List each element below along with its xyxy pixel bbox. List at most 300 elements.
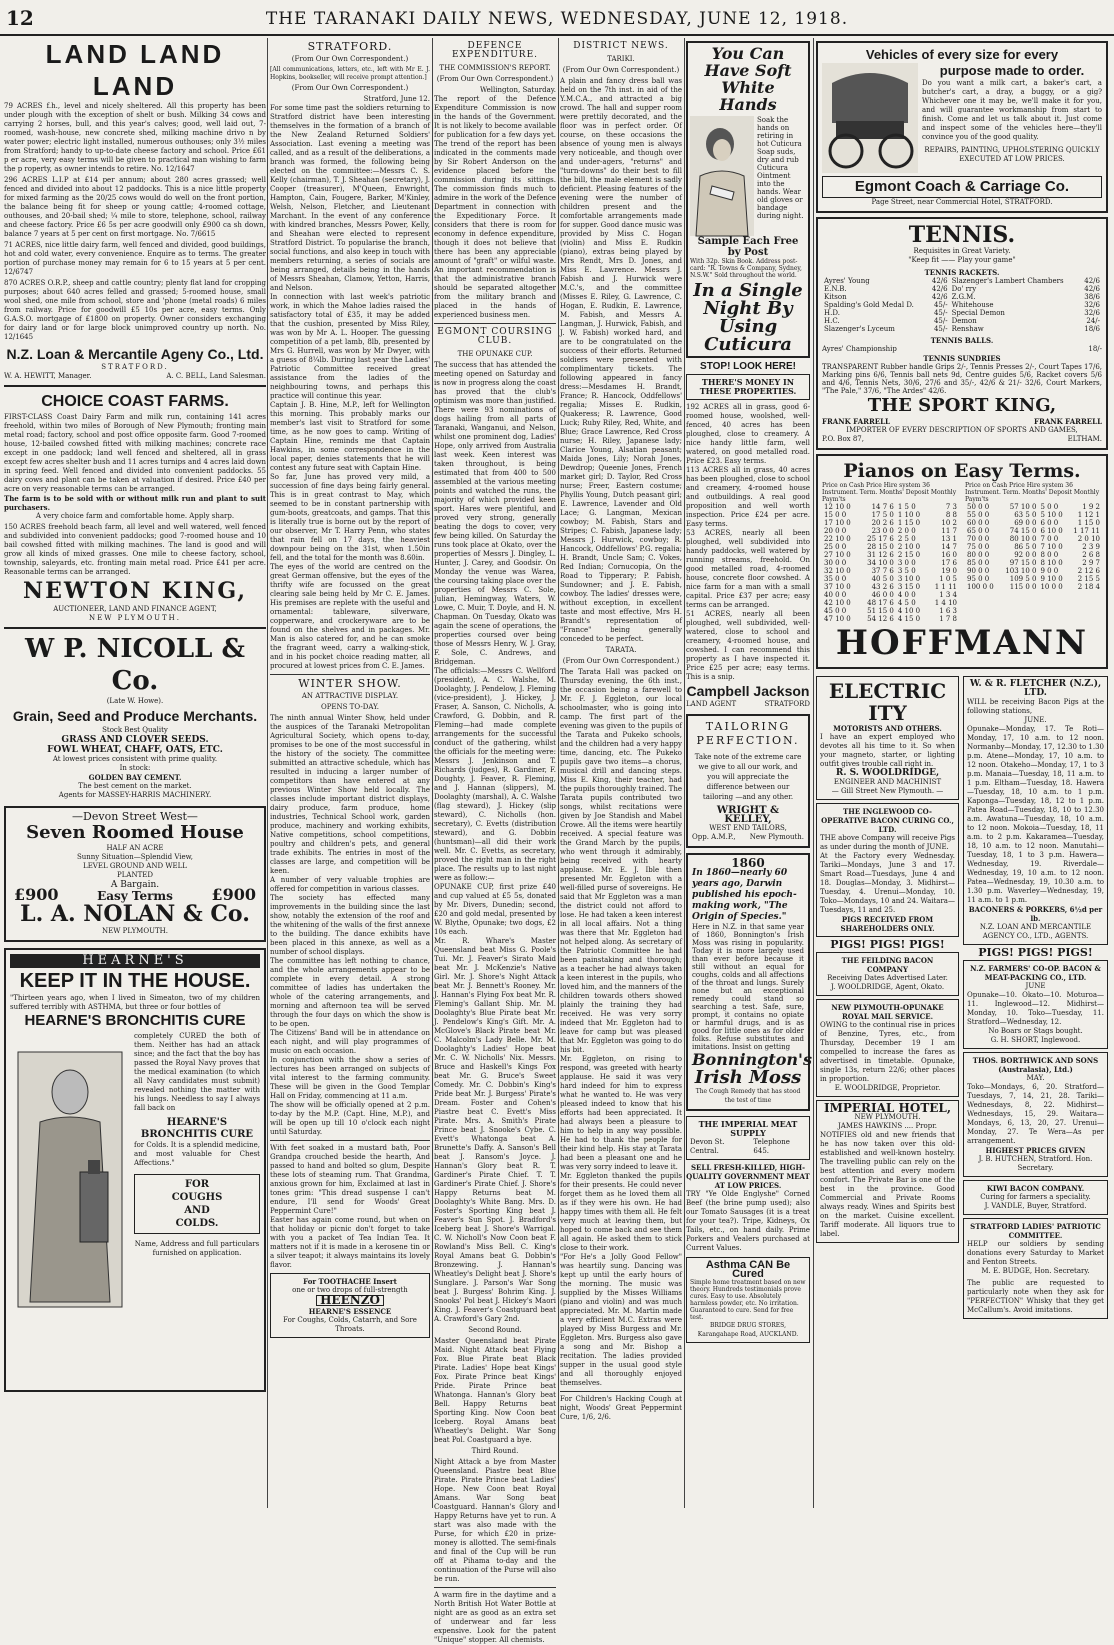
electric-name: R. S. WOOLDRIDGE,: [835, 768, 940, 778]
stratford-p5: The eyes of the world are centred on the great German offensive, but the eyes of the thrifty wife are focussed on the great clearing sale being held by Mr C. E. James. His premises are replete with the useful and ornamental: tableware, silverware, copperware, and crockeryware are to be found on the shelves and in packages. Mr. Man is also catered for, and he can smoke the fragrant weed, carry a walking-stick, and in his pocket choice reading matter, all procured at lowest prices from C. E. James.: [270, 563, 430, 670]
column-6: [816, 38, 1108, 1508]
choice-coast-p4: 150 ACRES freehold beach farm, all level and well watered, well fenced and subdivided into convenient paddocks; good 7-roomed house and 10 bail cowshed fitted with milking machines. The land is good and will grow all kinds of mixed grasses. One mile to cheese factory, school, township, saleyards, etc. fronting main metal road. Price £41 per acre. Reasonable terms can be arranged.: [4, 523, 266, 576]
piano-row-cell: 9 10 0: [1040, 575, 1063, 583]
electric-ad: [816, 676, 959, 800]
piano-row: [822, 591, 959, 599]
hearne-coughs: COUGHS: [171, 1192, 223, 1203]
piano-row-cell: 3 15 0: [897, 583, 921, 591]
coursing-p6: Master Queensland beat Pirate Maid. Night Attack beat Flying Fox. Blue Pirate beat Black Pirate. Ladies' Hope beat Kings' Fox. Pirate Prince beat Kings' Pride. Pirate Prince beat Whatonga. Hannan's Glory beat Bell. Happy Returns beat Sporting King. Now Coon beat Iceberg. Royal Amans beat Wheatley's Delight. War Song beat Pol. Coastguard a bye.: [434, 1337, 556, 1444]
piano-row-cell: 22 10 0: [824, 535, 851, 543]
devon-agent: L. A. NOLAN & Co.: [20, 901, 250, 927]
racket-row-cell: Special Demon: [951, 309, 1005, 317]
piano-row-cell: 32 10 0: [824, 567, 851, 575]
piano-row-cell: 75 0 0: [967, 543, 990, 551]
piano-row-cell: 1 0 5: [939, 575, 957, 583]
meat-address-row: [690, 1138, 806, 1156]
sport-king: THE SPORT KING,: [867, 395, 1057, 416]
piano-row-cell: 10 0 0: [1040, 583, 1063, 591]
devon-line: LEVEL GROUND AND WELL: [83, 862, 187, 870]
piano-row: [965, 551, 1102, 559]
borthwick-highest: HIGHEST PRICES GIVEN: [985, 1146, 1086, 1155]
piano-row-cell: 54 12 6: [867, 615, 894, 623]
racket-row-cell: 45/-: [933, 317, 948, 325]
stratford-p4: So far, June has proved very mild, a succession of fine days being fairly general. This is in great contrast to May, which seemed to be in constant partnership with gum-boots, greatcoats, and gamps. That this is literally true is borne out by the report of our observer, Mr T. Harry Penn, who states that rain fell on 17 days, the heaviest downpour being on the 31st, when 1.50in fell, and the total for the month was 8.60in.: [270, 473, 430, 562]
winter-p13: With feet soaked in a mustard bath, Poor Grandpa crouched beside the hearth, And passed to hand and bolted so glum, Despite these lots of steaming rum. That Grandma, anxious grown for him, Exclaimed at last in tones grim: "This dread suspense I can't endure, I'll send for Woods' Great Peppermint Cure!": [270, 1144, 430, 1215]
cuticura-sample: Sample Each Free by Post: [697, 236, 799, 258]
land-ad-79: 79 ACRES f.h., level and nicely sheltered. All this property has been under plough with the exception of shelt or bush. Milking 34 cows and carrying 2 horses, bull, and this year's calves; good, well laid out, 7-roomed, wash-house, new concrete shed, milking machine drivo n by water power; electric light installed, numerous outhouses; only 3½ miles from Stratford; handy to up-to-date cheese factory and school. Price £61 p er acre, very easy terms will be given to practical man wishing to farm the p roperty, as owner intends to retire. No. 12/1647: [4, 102, 266, 173]
piano-row-cell: 1 1 11: [934, 583, 957, 591]
bonnington-darwin: In 1860—nearly 60 years ago, Darwin published his epoch-making work, "The Origin of Species.": [692, 868, 797, 922]
piano-row-cell: 74 15 0: [1009, 527, 1037, 535]
mail-name: E. WOOLDRIDGE, Proprietor.: [834, 1084, 941, 1092]
stop-heading: STOP! LOOK HERE!: [700, 361, 796, 372]
winter-p11: In conjunction with the show a series of lectures has been arranged on subjects of vital interest to the farming community. These will be given in the Good Templar Hall on Friday, commencing at 11 a.m.: [270, 1056, 430, 1100]
electric-for: MOTORISTS AND OTHERS.: [833, 724, 942, 733]
inglewood-list: At the Factory every Wednesday. Tariki—Mondays, June 3 and 17. Smart Road—Tuesdays, June 4 and 18. Douglas—Monday, 3. Midhirst—Tuesday, 4. Urenui—Monday, 10. Toko—Mondays, 10 and 24. Waitara—Tuesdays, 11 and 25.: [820, 852, 955, 914]
racket-row: [822, 277, 1102, 285]
stop-p2: 113 ACRES all in grass, 40 acres has been ploughed, close to school and creamery, 4-roomed house and outbuildings. A real good proposition and well worth inspection. Price £24 per acre. Easy terms.: [686, 466, 810, 528]
coursing-heading: EGMONT COURSING CLUB.: [437, 327, 553, 346]
piano-row: [965, 535, 1102, 543]
devon-street-ad: [4, 806, 266, 942]
piano-row-cell: 1 4 10: [934, 599, 957, 607]
racket-row-cell: Slazenger's Lambert Chambers: [951, 277, 1064, 285]
stratford-p1: For some time past the soldiers returning to Stratford district have been interesting themselves in the formation of a branch of the New Zealand Returned Soldiers' Association. Last evening a meeting was called, and as a result of the deliberations, a branch was formed, the following being elected on the committee:—Messrs C. S. Kelly (chairman), T. J. Sheahan (secretary), J. Cooper (treasurer), M'Queen, Enwright, Hampton, Cain, Fougere, Barker, M'Kinley, Welsh, Nelson, Fletcher, and Lieutenant Marchant. In the event of any conference with kindred branches, Messrs Power, Kelly, and Sheahan were elected to represent Stratford District. To popularise the branch, social functions, and also keep in touch with members returning, a series of socials are being arranged, details being in the hands of Messrs Sheahan, Clamow, Yetton, Harris, and Nelson.: [270, 104, 430, 292]
fletcher-will: WILL be receiving Bacon Pigs at the following stations,: [967, 698, 1104, 715]
piano-row-cell: 92 0 0: [1014, 551, 1037, 559]
tennis-balls: TENNIS BALLS.: [930, 336, 994, 345]
racket-row-cell: 42/6: [1084, 277, 1100, 285]
nicoll-tagline: Grain, Seed and Produce Merchants.: [12, 708, 258, 724]
racket-row-cell: 45/-: [933, 301, 948, 309]
cuticura-night: In a Single Night By Using Cuticura: [693, 280, 803, 355]
pigs-banner: PIGS! PIGS! PIGS!: [978, 946, 1093, 959]
piano-row: [822, 575, 959, 583]
kiwi-bacon-ad: [963, 1180, 1108, 1215]
piano-row-cell: 2 15 0: [897, 551, 921, 559]
tarata-p2: The Tarata Hall was packed on Thursday evening, the 6th inst., the occasion being a farewell to Mr. F. J. Eggleton, our local schoolmaster, who is going into camp. The first part of the evening was given to the pupils of the Tarata and Pukeko schools, and the children had a very happy time, dancing, etc. The Pukeko pupils gave two items—a chorus, musical drill and dancing steps. Miss E. King, their teacher, had the pupils thoroughly trained. The Tarata pupils contributed two songs, whilst recitations were given by Joe Standish and Mabel Crowe. All the items were heartily received. A special feature was the Grand March by the pupils, who went through it admirably, being received with hearty applause. Mr. E. J. Ible then presented Mr. Eggleton with a well-filled purse of sovereigns. He said that Mr Eggleton was a man the district could not afford to lose. He had taken a keen interest in all local affairs. Not a thing was there that Mr. Eggleton had not helped along. As secretary of the Patriotic Committee he had been painstaking and thorough; as a teacher he had always taken a keen interest in the pupils, who loved him, and the manners of the children towards others showed plainly the training they had received. He was very sorry indeed that Mr. Eggleton had to leave for camp but was pleased that Mr. Eggleton was going to do his bit.: [560, 668, 682, 1054]
electric-big: ELECTRIC ITY: [828, 679, 947, 725]
racket-row-cell: Demon: [951, 317, 977, 325]
tailoring-opp: Opp. A.M.P.,: [692, 833, 736, 841]
column-rule: [684, 38, 685, 1508]
column-4: [560, 38, 682, 1508]
racket-row-cell: Do' rry: [951, 285, 977, 293]
piano-row-cell: 65 0 0: [967, 527, 990, 535]
meat-sell: SELL FRESH-KILLED, HIGH-QUALITY GOVERNMENT MEAT AT LOW PRICES.: [686, 1163, 810, 1190]
fletcher-ad: [963, 676, 1108, 945]
piano-row: [822, 599, 959, 607]
piano-row-cell: 31 12 6: [867, 551, 894, 559]
piano-row-cell: 35 0 0: [824, 575, 847, 583]
divider: [4, 627, 266, 629]
piano-row-cell: 95 0 0: [967, 575, 990, 583]
nz-farmers-month: JUNE: [1025, 982, 1046, 990]
coursing-p8: A warm fire in the daytime and a North British Hot Water Bottle at night are as good as an extra set of underwear and far less expensive. Look for the patent "Unique" stopper. All chemists.: [434, 1591, 556, 1644]
land-agent-label: LAND AGENT: [686, 700, 737, 708]
nicoll-line: GOLDEN BAY CEMENT.: [88, 773, 182, 782]
piano-row-cell: 2 18 4: [1077, 583, 1100, 591]
racket-row-cell: Slazenger's Lyceum: [824, 325, 895, 333]
stratford-p2: In connection with last week's patriotic work, in which the Mahoe ladies raised the satisfactory total of £35, it may be added that the cushion, presented by Miss Riley, was won by Mr A. L. Hooper. The guessing competition of a pet lamb, 8lb, presented by Mrs G. Hurrell, was won by Mr Dwyer, with a guess of 8¼lb. During last year the Ladies' Patriotic Committee received great assistance from the ladies of the neighbouring towns, and perhaps this practice will continue this year.: [270, 293, 430, 400]
piano-row-cell: 25 17 6: [867, 535, 894, 543]
masthead-title: THE TARANAKI DAILY NEWS, WEDNESDAY, JUNE 12, 1918.: [265, 9, 849, 29]
piano-row-cell: 20 0 0: [824, 527, 847, 535]
newton-king-name: NEWTON KING,: [22, 578, 248, 604]
imperial-prop: JAMES HAWKINS .... Propr.: [837, 1122, 938, 1130]
piano-row-cell: 1 3 4: [939, 591, 957, 599]
piano-row-cell: 2 3 9: [1082, 543, 1100, 551]
piano-row-cell: 4 5 0: [897, 599, 916, 607]
patriotic-name: M. E. BUDGE, Hon. Secretary.: [981, 1267, 1090, 1275]
piano-row-cell: 4 10 0: [897, 607, 921, 615]
electric-address: — Gill Street New Plymouth. —: [831, 787, 944, 795]
nicoll-late: (Late W. Howe).: [106, 697, 164, 705]
borthwick-ad: [963, 1052, 1108, 1177]
hearne-quote: "Thirteen years ago, when I lived in Simeaton, two of my children suffered terribly with ASTHMA, but three or four bottles of: [10, 994, 260, 1011]
piano-row-cell: 4 15 0: [897, 615, 921, 623]
piano-row-cell: 46 0 0: [871, 591, 894, 599]
column-5: [686, 38, 810, 1508]
stratford-p3: Captain J. B. Hine, M.P., left for Wellington this morning. This probably marks our member's last visit to Stratford for some time, as he now goes to camp. Writing of Captain Hine, reminds me that Captain Hawkins, in some correspondence in the local paper, denies statements that he will contest any future seat with Captain Hine.: [270, 401, 430, 472]
farrell-row: [822, 417, 1102, 426]
nicoll-line: FOWL WHEAT, CHAFF, OATS, ETC.: [47, 745, 223, 755]
winter-p9: The committee has left nothing to chance, and the whole arrangements appear to be complete in every detail. A strong committee of ladies has undertaken the whole of the catering arrangements, and morning and afternoon tea will be served through the four days on which the show is to be open.: [270, 957, 430, 1028]
piano-row-cell: 11 7: [941, 527, 957, 535]
piano-row-cell: 14 7 6: [871, 503, 894, 511]
newton-king-role: AUCTIONEER, LAND AND FINANCE AGENT,: [53, 605, 217, 613]
mail-body: OWING to the continual rise in prices of Benzine, Tyres, etc., from Thursday, December 19 I am compelled to increase the fares as advertised in timetable. Opunake, single 13s, return 22/6; other places in proportion.: [820, 1021, 955, 1083]
racket-row-cell: 42/6: [931, 293, 948, 301]
piano-row-cell: 100 0 0: [967, 583, 994, 591]
nz-loan-manager: W. A. HEWITT, Manager.: [4, 372, 92, 380]
pianos-col-head: Price on Cash Price Hire system 36 Instrument. Term. Months' Deposit Monthly Paym'ts: [822, 482, 957, 503]
tailoring-body: Take note of the extreme care we give to all our work, and you will appreciate the difference between our tailoring —and any other.: [694, 753, 802, 801]
farrell-box: P.O. Box 87,: [822, 435, 864, 443]
nicoll-line: Stock Best Quality: [102, 726, 168, 734]
hearne-for-box: [134, 1174, 260, 1234]
divider: [270, 674, 430, 675]
choice-coast-p1: FIRST-CLASS Coast Dairy Farm and milk run, containing 141 acres freehold, within two miles of Borough of New Plymouth; fronting main metal road; factory, school and post office opposite farm. Good 7-roomed house, 12-bailed cowshed fitted with milking machines; concrete race except in one paddock; land well fenced and sheltered, all in grass except few acres shelter bush and 11 acres turnips and 4 acres laid down in spring feed. Well fenced and divided into convenient paddocks. 55 dairy cows and plant can be taken at valuation if desired. Price £40 per acre on very reasonable terms can be arranged.: [4, 413, 266, 493]
piano-row-cell: 20 2 6: [871, 519, 894, 527]
nz-farmers-heading: N.Z. FARMERS' CO-OP. BACON & MEAT-PACKING CO., LTD.: [970, 964, 1101, 982]
vehicles-body: Do you want a milk cart, a baker's cart, a butcher's cart, a dray, a buggy, or a gig? Whichever one it may be, we'll make it for you, and will guarantee workmanship from start to finish. Come and let us talk about it. Just come and inspect some of the vehicles here—they'll convince you of the good quality.: [922, 79, 1102, 141]
defence-heading: DEFENCE EXPENDITURE.: [451, 41, 539, 60]
divider: [434, 1587, 556, 1588]
tarata-p4: Mr. Eggleton thanked the pupils for their presents. He could never forget them as he loved them all as if they were his own. He had happy times with them all. He felt very much at leaving them, but hoped to come back and see them all again. He asked them to stick close to their work.: [560, 1172, 682, 1252]
racket-row-cell: H.C.: [824, 317, 840, 325]
nicoll-line: The best cement on the market.: [78, 782, 192, 790]
land-ad-71: 71 ACRES, nice little dairy farm, well fenced and divided, good buildings, hot and cold water, every convenience. Enquire as to terms. The greater portion of purchase money may remain for 6 to 15 years at 5 per cent. 12/6747: [4, 241, 266, 276]
piano-row-cell: 8 0 0: [1040, 551, 1059, 559]
defence-dateline: Wellington, Saturday.: [480, 86, 556, 94]
piano-row-cell: 1 15 0: [1077, 519, 1100, 527]
kiwi-body: Curing for farmers a speciality.: [980, 1193, 1091, 1201]
patriotic-heading: STRATFORD LADIES' PATRIOTIC COMMITTEE.: [970, 1222, 1101, 1240]
toothache-brand: HEARNE'S ESSENCE: [308, 1307, 392, 1316]
toothache-line: one or two drops of full-strength: [292, 1286, 408, 1294]
borthwick-month: MAY.: [1026, 1074, 1045, 1082]
ayres-price: 18/-: [1088, 345, 1102, 353]
toothache-ad: [270, 1273, 430, 1338]
nz-farmers-ad: [963, 960, 1108, 1049]
bonnington-brand1: Bonnington's: [692, 1050, 812, 1069]
nicoll-line: GRASS AND CLOVER SEEDS.: [61, 735, 209, 745]
vehicles-ad: [816, 41, 1108, 213]
racket-row-cell: Spalding's Gold Medal D.: [824, 301, 914, 309]
vehicles-heading1: Vehicles of every size for every: [865, 47, 1059, 62]
cuticura-text: Soak the hands on retiring in hot Cuticura Soap suds, dry and rub Cuticura Ointment into the hands. Wear old gloves or bandage during night.: [757, 116, 804, 220]
column-rule: [558, 38, 559, 1508]
inglewood-body: THE above Company will receive Pigs as under during the month of JUNE.: [820, 834, 955, 851]
hearne-body: completely CURED the both of them. Neither has had an attack since; and the fact that the boy has passed the Royal Navy proves that the medical examination (to which all Navy candidates must submit) revealed nothing the matter with his lungs. Needless to say I always fall back on: [134, 1032, 260, 1112]
pigs-banner: PIGS! PIGS! PIGS!: [830, 938, 945, 951]
tennis-racket-table: [822, 277, 1102, 333]
piano-row-cell: 40 0 0: [824, 591, 847, 599]
hearne-note: Name, Address and full particulars furnished on application.: [134, 1240, 260, 1257]
land-ad-296: 296 ACRES L.I.P at £14 per annum; about 280 acres grassed; well fenced and divided into about 12 paddocks. This is a nice little property for mixed farming as the 20/25 cows would do well on the front portion, the balance being fit for sheep or young cattle; 4-roomed cottage, outhouses, and 20-bail shed; ¼ mile to store, telephone, school, railway and cheese factory. Price £6 5s per acre goodwill only £900 ca sh down, balance 7 years at 5 per cent on first mortgage. No. 7/6615: [4, 176, 266, 238]
stop-p4: 51 ACRES, nearly all been ploughed, well subdivided, well-watered, close to school and creamery, 4-roomed house, and cowshed. I can recommend this property as I have inspected it. Price £25 per acre; easy terms. This is a snip.: [686, 610, 810, 681]
column-3: [434, 38, 556, 1644]
winter-p7: A number of very valuable trophies are offered for competition in various classes.: [270, 876, 430, 893]
piano-row-cell: 37 10 0: [824, 583, 851, 591]
page-number: 12: [6, 6, 34, 30]
winter-show-opens: OPENS TO-DAY.: [320, 703, 380, 711]
pianos-table-left: [822, 503, 959, 623]
pianos-col-head: Price on Cash Price Hire system 36 Instrument. Term. Months' Deposit Monthly Paym'ts: [965, 482, 1100, 503]
racket-row-cell: 42/6: [931, 277, 948, 285]
column-2: [270, 38, 430, 1508]
pianos-heading: Pianos on Easy Terms.: [843, 460, 1081, 482]
devon-bargain: A Bargain.: [110, 880, 160, 890]
fletcher-name: W. & R. FLETCHER (N.Z.), LTD.: [969, 679, 1102, 698]
tarata-heading: TARATA.: [605, 646, 637, 654]
piano-row-cell: 6 10 0: [1040, 527, 1063, 535]
piano-row-cell: 86 5 0: [1014, 543, 1037, 551]
coursing-round3: Third Round.: [471, 1447, 519, 1455]
piano-row-cell: 1 15 0: [897, 519, 921, 527]
piano-row-cell: 43 2 6: [871, 583, 894, 591]
tennis-rackets: TENNIS RACKETS.: [924, 268, 1000, 277]
piano-row-cell: 13 1: [941, 535, 957, 543]
divider: [270, 1140, 430, 1141]
nz-farmers-nobars: No Boars or Stags bought.: [988, 1027, 1083, 1035]
column-rule: [813, 38, 814, 1508]
piano-row: [965, 567, 1102, 575]
piano-row-cell: 2 12 6: [1077, 567, 1100, 575]
piano-row-cell: 17 6: [941, 559, 957, 567]
nicoll-line: At lowest prices consistent with prime quality.: [52, 755, 218, 763]
racket-row-cell: 42/6: [1084, 285, 1100, 293]
farrell-address: [822, 435, 1102, 444]
cuticura-ad: [686, 41, 810, 358]
piano-row-cell: 14 7: [941, 543, 957, 551]
racket-row-cell: E.N.B.: [824, 285, 847, 293]
winter-show-sub: AN ATTRACTIVE DISPLAY.: [301, 692, 399, 700]
nz-loan-staff: [4, 372, 266, 381]
district-heading: DISTRICT NEWS.: [573, 41, 669, 51]
campbell-jackson: Campbell Jackson: [686, 683, 810, 699]
choice-coast-p2: The farm is to be sold with or without milk run and plant to suit purchasers.: [4, 494, 266, 512]
hearne-cure: HEARNE'S BRONCHITIS CURE: [24, 1012, 246, 1029]
piano-row: [965, 527, 1102, 535]
piano-row-cell: 48 17 6: [867, 599, 894, 607]
choice-coast-p3: A very choice farm and comfortable home. Apply sharp.: [35, 512, 235, 520]
hearne-bottle-woman-image: [10, 1032, 130, 1312]
hearne-for: FOR: [184, 1179, 210, 1190]
bonnington-year: 1860: [731, 856, 765, 870]
hearne-ad: [4, 948, 266, 1392]
patriotic-body: HELP our soldiers by sending donations every Saturday to Market and Fenton Streets.: [967, 1240, 1104, 1266]
devon-line: PLANTED: [117, 871, 153, 879]
tennis-keep: "Keep fit —— Play your game": [908, 256, 1016, 264]
piano-row-cell: 17 5 0: [871, 511, 894, 519]
coursing-p5: Mr. R. Whare's Master Queensland beat Miss G. Poole's Tui. Mr. J. Feaver's Sirato Maid beat Mr. J. McKenzie's Native Girl. Mr. J. Shore's Night Attack beat Mr. J. Bennett's Rooney. Mr. J. Hannan's Flying Fox beat Mr. R. Fleming's Gallant Ship. Mr. M. Doolaghty's Blue Pirate beat Mr. J. Pendelow's King's Gift. Mr. A. McGlove's Black Pirate beat Mr. C. Malcolm's Lady Belle. Mr. M. Doolaghty's Ladies' Hope beat Mr. C. W. Nicholls' Nix. Messrs. Bruce and Haskell's Kings Fox beat Mr. G. Bruce's Sweet Comedy. Mr. C. Dobbin's King's Pride beat Mr. J. Burgess' Pirate's Dream. Foster and Cohen's Piastre beat C. Evett's Miss Pirate. Mrs. A. Smith's Pirate Prince beat J. Snooke's Cybe. C. Evett's Whatonga beat A. Brunette's Daffy. A. Sanson's Bell beat J. Ransom's Joyce. J. Hannan's Glory beat R. T. Gardiner's Pirate Chief. T. T. Gardiner's Pirate Chief. J. Shore's Happy Returns beat M. Doolaghty's White Bang. Mrs. D. Foster's Sporting King beat J. Feaver's Sun Spot. J. Bradford's Iceberg beat J. Shore's Warrigal. C. W. Nicholl's Now Coon beat F. Rowland's Miss Bell. C. King's Royal Amans beat G. Dobbin's Bronzewing. J. Hannan's Wheatley's Delight beat J. Shore's Sunglare. J. Parson's War Song beat J. Burgess' Bohrim King. J. Snooks' Pol beat J. Hickey's Maori King. J. Feaver's Coastguard beat A. Crawford's Gary 2nd.: [434, 937, 556, 1323]
fletcher-baconers: BACONERS & PORKERS, 6½d per lb.: [968, 905, 1103, 923]
divider: [4, 385, 266, 387]
column-1: [4, 38, 266, 1508]
winter-show-heading: WINTER SHOW.: [298, 677, 402, 690]
piano-row-cell: 69 0 0: [1014, 519, 1037, 527]
racket-row: [822, 285, 1102, 293]
racket-row-cell: 32/6: [1084, 309, 1100, 317]
piano-row: [822, 615, 959, 623]
tarata-p5: "For He's a Jolly Good Fellow" was heartily sung. Dancing was kept up until the early hours of the morning. The music was supplied by the Misses Williams (piano and violin) and was much appreciated. Mr. M. Martin made a very efficient M.C. Extras were played by Miss Burgess and Mr. Eggleton. Mrs. Burgess also gave a song and Mr. Bishop a recitation. The ladies provided supper in the usual good style and all thoroughly enjoyed themselves.: [560, 1253, 682, 1387]
piano-row-cell: 15 0 0: [824, 511, 847, 519]
piano-row: [822, 527, 959, 535]
piano-row-cell: 28 15 0: [867, 543, 894, 551]
devon-line: Sunny Situation—Splendid View,: [76, 853, 194, 861]
tailoring-footer: [692, 833, 804, 842]
piano-row-cell: 109 5 0: [1009, 575, 1037, 583]
tennis-sundries-body: TRANSPARENT Rubber handle Grips 2/-, Tennis Presses 2/-, Court Tapes 17/6, Marking pins 6/6, Tennis ball nets 9d, Centre guides 5/6, Racket covers 5/6 and 4/6, Tennis Nets, 30/6, 27/6 and 35/-, 42/6 & 21/- 32/6, Court Markers, "The Pale," 37/6, "The Ardes" 42/6.: [822, 363, 1102, 395]
stop-p1: 192 ACRES all in grass, good 6-roomed house, woolshed, well-fenced, 40 acres has been ploughed, close to creamery. A nice handy little farm, well watered, on good metalled road. Price £23. Easy terms.: [686, 403, 810, 465]
piano-row-cell: 8 10 0: [1040, 559, 1063, 567]
land-agent-town: STRATFORD: [764, 700, 810, 708]
hearne-cure2: HEARNE'S BRONCHITIS CURE: [140, 1117, 254, 1140]
racket-row-cell: 18/6: [1084, 325, 1100, 333]
piano-row-cell: 5 10 0: [1040, 511, 1063, 519]
pianos-ad: [816, 454, 1108, 669]
racket-row-cell: Whitehouse: [951, 301, 994, 309]
racket-row: [822, 301, 1102, 309]
piano-row-cell: 85 0 0: [967, 559, 990, 567]
patriotic-ad: [963, 1218, 1108, 1319]
racket-row: [822, 325, 1102, 333]
piano-row-cell: 2 0 0: [897, 527, 916, 535]
piano-row-cell: 2 9 7: [1082, 559, 1100, 567]
imperial-hotel-ad: [816, 1100, 959, 1243]
borthwick-name: THOS. BORTHWICK AND SONS (Australasia), Ltd.): [972, 1056, 1099, 1074]
imperial-heading: IMPERIAL HOTEL,: [823, 1101, 952, 1115]
stratford-note: [All communications, letters, etc., left with Mr E. J. Hopkins, bookseller, will receive prompt attention.]: [270, 66, 430, 81]
farrell-importer: IMPORTER OF EVERY DESCRIPTION OF SPORTS AND GAMES,: [846, 426, 1078, 434]
tailoring-tailors: WEST END TAILORS,: [709, 824, 787, 832]
piano-row: [822, 567, 959, 575]
defence-corr: (From Our Own Correspondent.): [436, 75, 554, 83]
piano-row-cell: 55 0 0: [967, 511, 990, 519]
tailoring-name: WRIGHT & KELLEY,: [716, 805, 780, 825]
bonnington-body: Here in N.Z. in that same year of 1860, Bonnington's Irish Moss was rising in popularity. Today it is more largely used than ever before because it still without an equal for coughs, colds and all affections of the throat and lungs. Surely none but an exceptional remedy could stand so searching a test. Safe, sure, prompt, it contains no opiate or harmful drugs, and is as good for little ones as for older folks. Refuse substitutes and imitations. Insist on getting: [692, 923, 804, 1051]
tailoring-town: New Plymouth.: [749, 833, 804, 841]
piano-row-cell: 2 0 10: [1077, 535, 1100, 543]
asthma-sender: BRIDGE DRUG STORES, Karangahape Road, AUCKLAND.: [697, 1322, 799, 1338]
racket-row: [822, 309, 1102, 317]
asthma-ad: [686, 1257, 810, 1343]
tennis-ad: [816, 217, 1108, 450]
piano-row-cell: 3 5 0: [897, 567, 916, 575]
coursing-round2: Second Round.: [468, 1326, 522, 1334]
piano-row-cell: 5 0 0: [1040, 503, 1059, 511]
farrell-name: FRANK FARRELL: [1034, 417, 1102, 426]
piano-row-cell: 1 10 0: [897, 511, 921, 519]
kiwi-agent: J. VANDLE, Buyer, Stratford.: [984, 1202, 1087, 1210]
asthma-body: Simple home treatment based on new theory. Hundreds testimonials prove cures. Easy to use. Absolutely harmless powder, etc. No irritation. Guaranteed to cure. Send for free test.: [690, 1279, 806, 1321]
tailoring-ad: [686, 714, 810, 848]
cuticura-woman-image: [690, 116, 754, 236]
meat-address: Devon St. Central.: [690, 1138, 725, 1155]
piano-row-cell: 10 2: [941, 519, 957, 527]
bonnington-ad: [686, 853, 810, 1111]
racket-row: [822, 317, 1102, 325]
piano-row: [822, 551, 959, 559]
piano-row-cell: 90 0 0: [967, 567, 990, 575]
bonnington-tag: The Cough Remedy that has stood the test of time: [695, 1088, 801, 1104]
piano-row-cell: 7 10 0: [1040, 543, 1063, 551]
piano-row: [822, 583, 959, 591]
winter-p8: The society has effected many improvements in the building since the last show, notably the extension of the roof and the whitening of the walls of the first annexe to the building. The dance exhibits have been placed in this annexe, as well as a number of school displays.: [270, 894, 430, 956]
feilding-note: Receiving Dates Advertised Later.: [827, 974, 948, 982]
piano-row: [965, 583, 1102, 591]
piano-row-cell: 27 10 0: [824, 551, 851, 559]
piano-row-cell: 57 10 0: [1009, 503, 1037, 511]
feilding-name: THE FEILDING BACON COMPANY: [841, 956, 934, 974]
piano-row-cell: 80 0 0: [967, 551, 990, 559]
piano-row-cell: 17 10 0: [824, 519, 851, 527]
patriotic-shop: The public are requested to particularly note when they ask for "PERFECTION" Whisky that they get McCallum's. Avoid imitations.: [967, 1279, 1104, 1314]
piano-row-cell: 25 0 0: [824, 543, 847, 551]
piano-row-cell: 8 8: [945, 511, 957, 519]
cuticura-address: With 32p. Skin Book. Address post-card: "R. Towns & Company, Sydney, N.S.W." Sold throughout the world.: [690, 258, 802, 279]
fletcher-month: JUNE.: [1024, 716, 1047, 724]
nz-loan-salesman: A. C. BELL, Land Salesman.: [166, 372, 266, 380]
devon-town: NEW PLYMOUTH.: [102, 927, 168, 935]
right-subcolumn: [963, 673, 1108, 1322]
tariki-corr: (From Our Own Correspondent.): [562, 66, 680, 74]
column-rule: [432, 38, 433, 1508]
racket-row-cell: Z.G.M.: [951, 293, 976, 301]
coursing-p7: Night Attack a bye from Master Queensland. Piastre beat Blue Pirate. Pirate Prince beat Ladies' Hope. New Coon beat Royal Amans. War Song beat Coastguard. Hannan's Glory and Happy Returns have yet to run. A start was also made with the Purse, for which £20 in prize-money is allotted. The semi-finals and final of the Cup will be run off at Pihama to-day and the continuation of the Purse will also be run.: [434, 1458, 556, 1583]
divider: [560, 1391, 682, 1392]
masthead: [0, 0, 1114, 36]
piano-row: [822, 607, 959, 615]
divider: [434, 323, 556, 324]
piano-row-cell: 37 7 6: [871, 567, 894, 575]
piano-row-cell: 60 0 0: [967, 519, 990, 527]
cuticura-headline: You Can Have Soft White Hands: [704, 44, 792, 114]
piano-row-cell: 97 15 0: [1009, 559, 1037, 567]
district-p6: For Children's Hacking Cough at night, Woods' Great Peppermint Cure, 1/6, 2/6.: [560, 1395, 682, 1421]
piano-row-cell: 2 6 8: [1082, 551, 1100, 559]
hearne-illustration: [10, 1032, 130, 1315]
stop-money: THERE'S MONEY IN THESE PROPERTIES.: [686, 374, 810, 400]
piano-row-cell: 30 0 0: [824, 559, 847, 567]
piano-row-cell: 2 15 5: [1077, 575, 1100, 583]
farrell-town: ELTHAM.: [1067, 435, 1102, 443]
nicoll-line: Agents for MASSEY-HARRIS MACHINERY.: [58, 791, 212, 799]
kiwi-name: KIWI BACON COMPANY.: [986, 1184, 1085, 1193]
piano-row-cell: 1 12 1: [1077, 511, 1100, 519]
